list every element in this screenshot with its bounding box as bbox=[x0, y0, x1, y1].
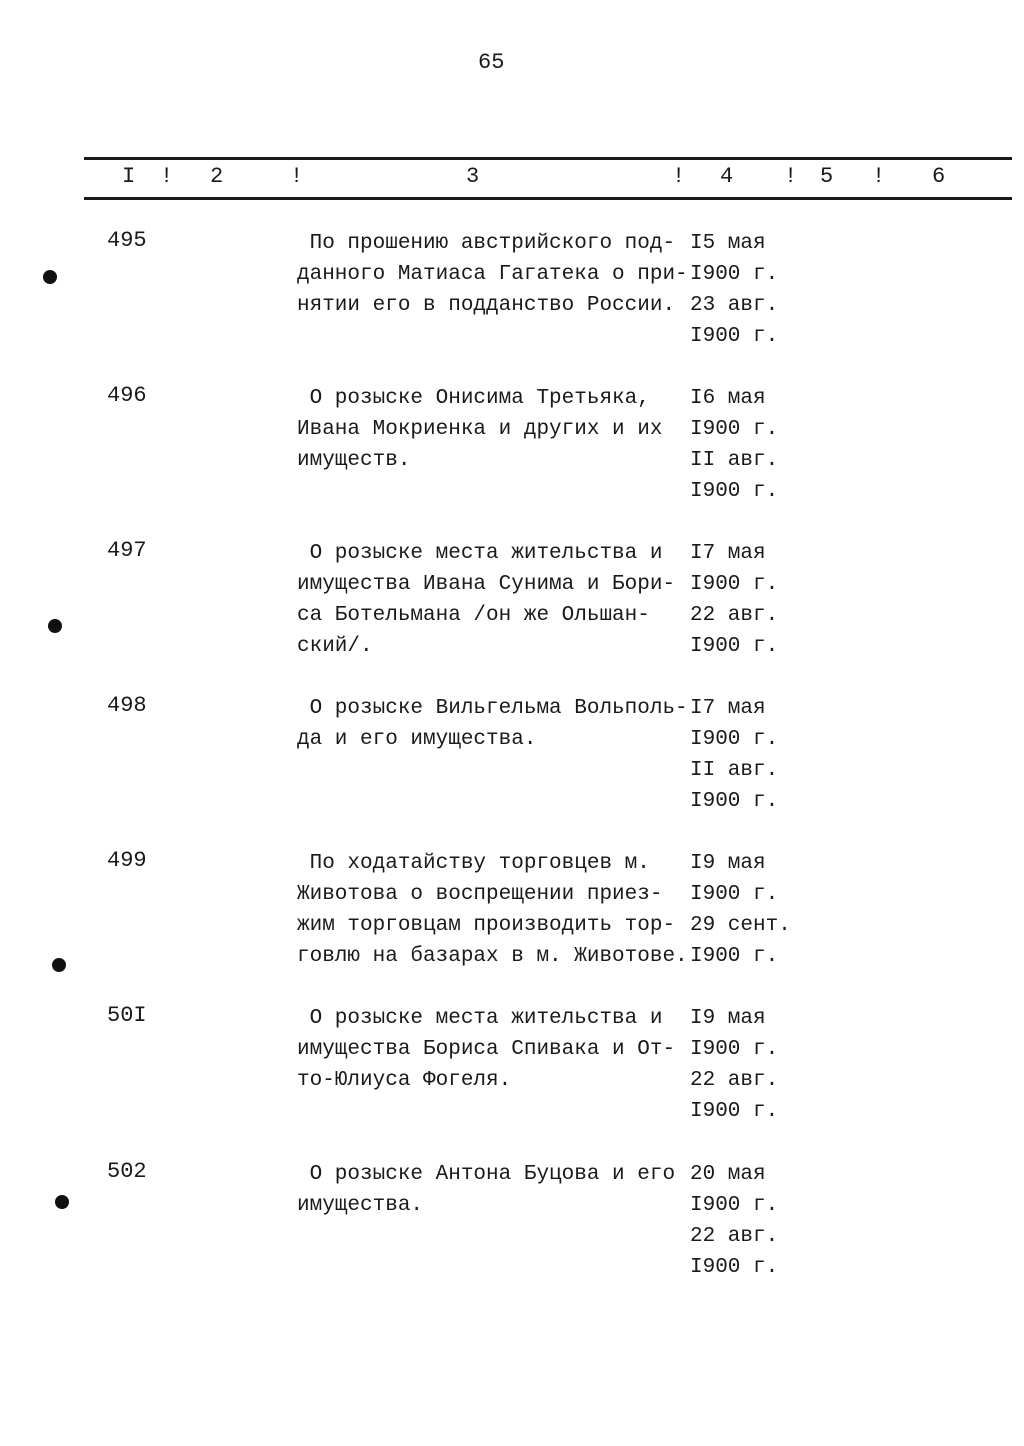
col-separator: ! bbox=[290, 164, 304, 189]
entry-number: 496 bbox=[107, 383, 147, 408]
entry-number: 495 bbox=[107, 228, 147, 253]
punch-hole-icon bbox=[55, 1195, 69, 1209]
col-3-label: 3 bbox=[466, 164, 480, 189]
col-2-label: 2 bbox=[210, 164, 224, 189]
entry-dates: I9 мая I900 г. 29 сент. I900 г. bbox=[690, 852, 791, 968]
col-separator: ! bbox=[160, 164, 174, 189]
entry-number: 502 bbox=[107, 1159, 147, 1184]
entry-dates: I6 мая I900 г. II авг. I900 г. bbox=[690, 387, 779, 503]
entry-number: 497 bbox=[107, 538, 147, 563]
entry-dates: I9 мая I900 г. 22 авг. I900 г. bbox=[690, 1007, 779, 1123]
header-top-rule bbox=[84, 157, 1012, 160]
entry-number: 499 bbox=[107, 848, 147, 873]
entry-dates: I7 мая I900 г. II авг. I900 г. bbox=[690, 697, 779, 813]
entry-dates: 20 мая I900 г. 22 авг. I900 г. bbox=[690, 1163, 779, 1279]
entry-description: О розыске Антона Буцова и его имущества. bbox=[297, 1163, 676, 1217]
punch-hole-icon bbox=[52, 958, 66, 972]
entry-description: О розыске Вильгельма Вольполь- да и его имущества. bbox=[297, 697, 688, 751]
table-header bbox=[0, 164, 1024, 194]
col-separator: ! bbox=[872, 164, 886, 189]
entry-description: По ходатайству торговцев м. Животова о воспрещении приез- жим торговцам производить тор- говлю на базарах в м. Животове. bbox=[297, 852, 688, 968]
page-number: 65 bbox=[478, 50, 505, 75]
col-6-label: 6 bbox=[932, 164, 946, 189]
entry-description: О розыске места жительства и имущества Бориса Спивака и От- то-Юлиуса Фогеля. bbox=[297, 1007, 676, 1092]
col-separator: ! bbox=[784, 164, 798, 189]
entry-description: По прошению австрийского под- данного Матиаса Гагатека о при- нятии его в подданство России. bbox=[297, 232, 688, 317]
entry-number: 50I bbox=[107, 1003, 147, 1028]
entry-dates: I7 мая I900 г. 22 авг. I900 г. bbox=[690, 542, 779, 658]
entry-description: О розыске Онисима Третьяка, Ивана Мокриенка и других и их имуществ. bbox=[297, 387, 663, 472]
col-1-label: I bbox=[122, 164, 136, 189]
punch-hole-icon bbox=[48, 619, 62, 633]
entry-number: 498 bbox=[107, 693, 147, 718]
col-4-label: 4 bbox=[720, 164, 734, 189]
col-separator: ! bbox=[672, 164, 686, 189]
entry-dates: I5 мая I900 г. 23 авг. I900 г. bbox=[690, 232, 779, 348]
entry-description: О розыске места жительства и имущества Ивана Сунима и Бори- са Ботельмана /он же Ольшан- ский/. bbox=[297, 542, 676, 658]
header-bottom-rule bbox=[84, 197, 1012, 200]
col-5-label: 5 bbox=[820, 164, 834, 189]
punch-hole-icon bbox=[43, 270, 57, 284]
